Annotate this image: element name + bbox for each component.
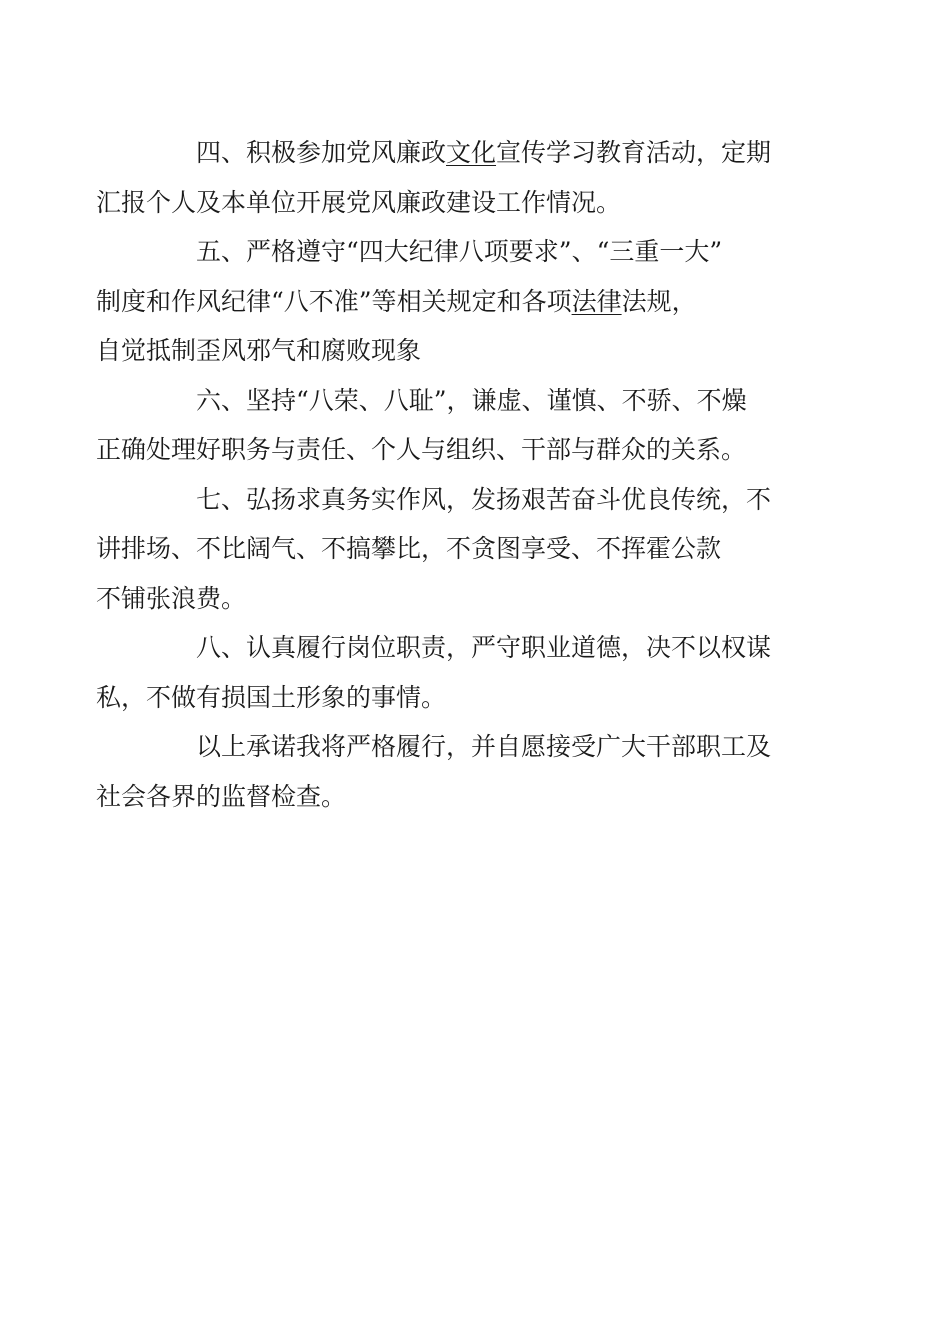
text-run: 私，不做有损国土形象的事情。 xyxy=(96,682,447,712)
paragraph-item-4 xyxy=(96,128,806,227)
text-run: 宣传学习教育活动，定期 xyxy=(496,138,772,167)
text-run: 八、认真履行岗位职责，严守职业道德，决不以权谋 xyxy=(196,633,772,662)
text-run: 五、严格遵守“四大纪律八项要求”、“三重一大” xyxy=(196,237,723,266)
closing-paragraph xyxy=(96,722,806,821)
paragraph-item-5 xyxy=(96,227,806,376)
text-run: 社会各界的监督检查。 xyxy=(96,781,347,811)
paragraph-line xyxy=(146,227,806,277)
text-run: 法规， xyxy=(621,286,697,316)
document-body xyxy=(96,128,806,821)
text-run: 正确处理好职务与责任、个人与组织、干部与群众的关系。 xyxy=(96,435,747,464)
paragraph-line xyxy=(146,722,806,772)
text-run: 不铺张浪费。 xyxy=(96,583,247,613)
paragraph-line xyxy=(146,128,806,178)
paragraph-line xyxy=(96,574,806,624)
paragraph-line xyxy=(96,673,806,723)
underlined-term: 文化 xyxy=(446,138,497,167)
text-run: 讲排场、不比阔气、不搞攀比，不贪图享受、不挥霍公款 xyxy=(96,534,722,563)
text-run: 汇报个人及本单位开展党风廉政建设工作情况。 xyxy=(96,187,622,217)
text-run: 四、积极参加党风廉政 xyxy=(196,138,447,167)
paragraph-line xyxy=(146,623,806,673)
paragraph-line xyxy=(96,326,806,376)
paragraph-line xyxy=(96,524,806,574)
text-run: 自觉抵制歪风邪气和腐败现象 xyxy=(96,336,422,365)
paragraph-line xyxy=(96,178,806,228)
paragraph-line xyxy=(146,376,806,426)
paragraph-item-7 xyxy=(96,475,806,624)
text-run: 制度和作风纪律“八不准”等相关规定和各项 xyxy=(96,286,572,316)
text-run: 以上承诺我将严格履行，并自愿接受广大干部职工及 xyxy=(196,732,772,761)
paragraph-line xyxy=(96,277,806,327)
paragraph-line xyxy=(146,475,806,525)
paragraph-line xyxy=(96,425,806,475)
underlined-term: 法律 xyxy=(571,286,622,316)
paragraph-item-8 xyxy=(96,623,806,722)
paragraph-item-6 xyxy=(96,376,806,475)
text-run: 六、坚持“八荣、八耻”，谦虚、谨慎、不骄、不燥 xyxy=(196,385,747,415)
paragraph-line xyxy=(96,772,806,822)
text-run: 七、弘扬求真务实作风，发扬艰苦奋斗优良传统，不 xyxy=(196,484,772,514)
